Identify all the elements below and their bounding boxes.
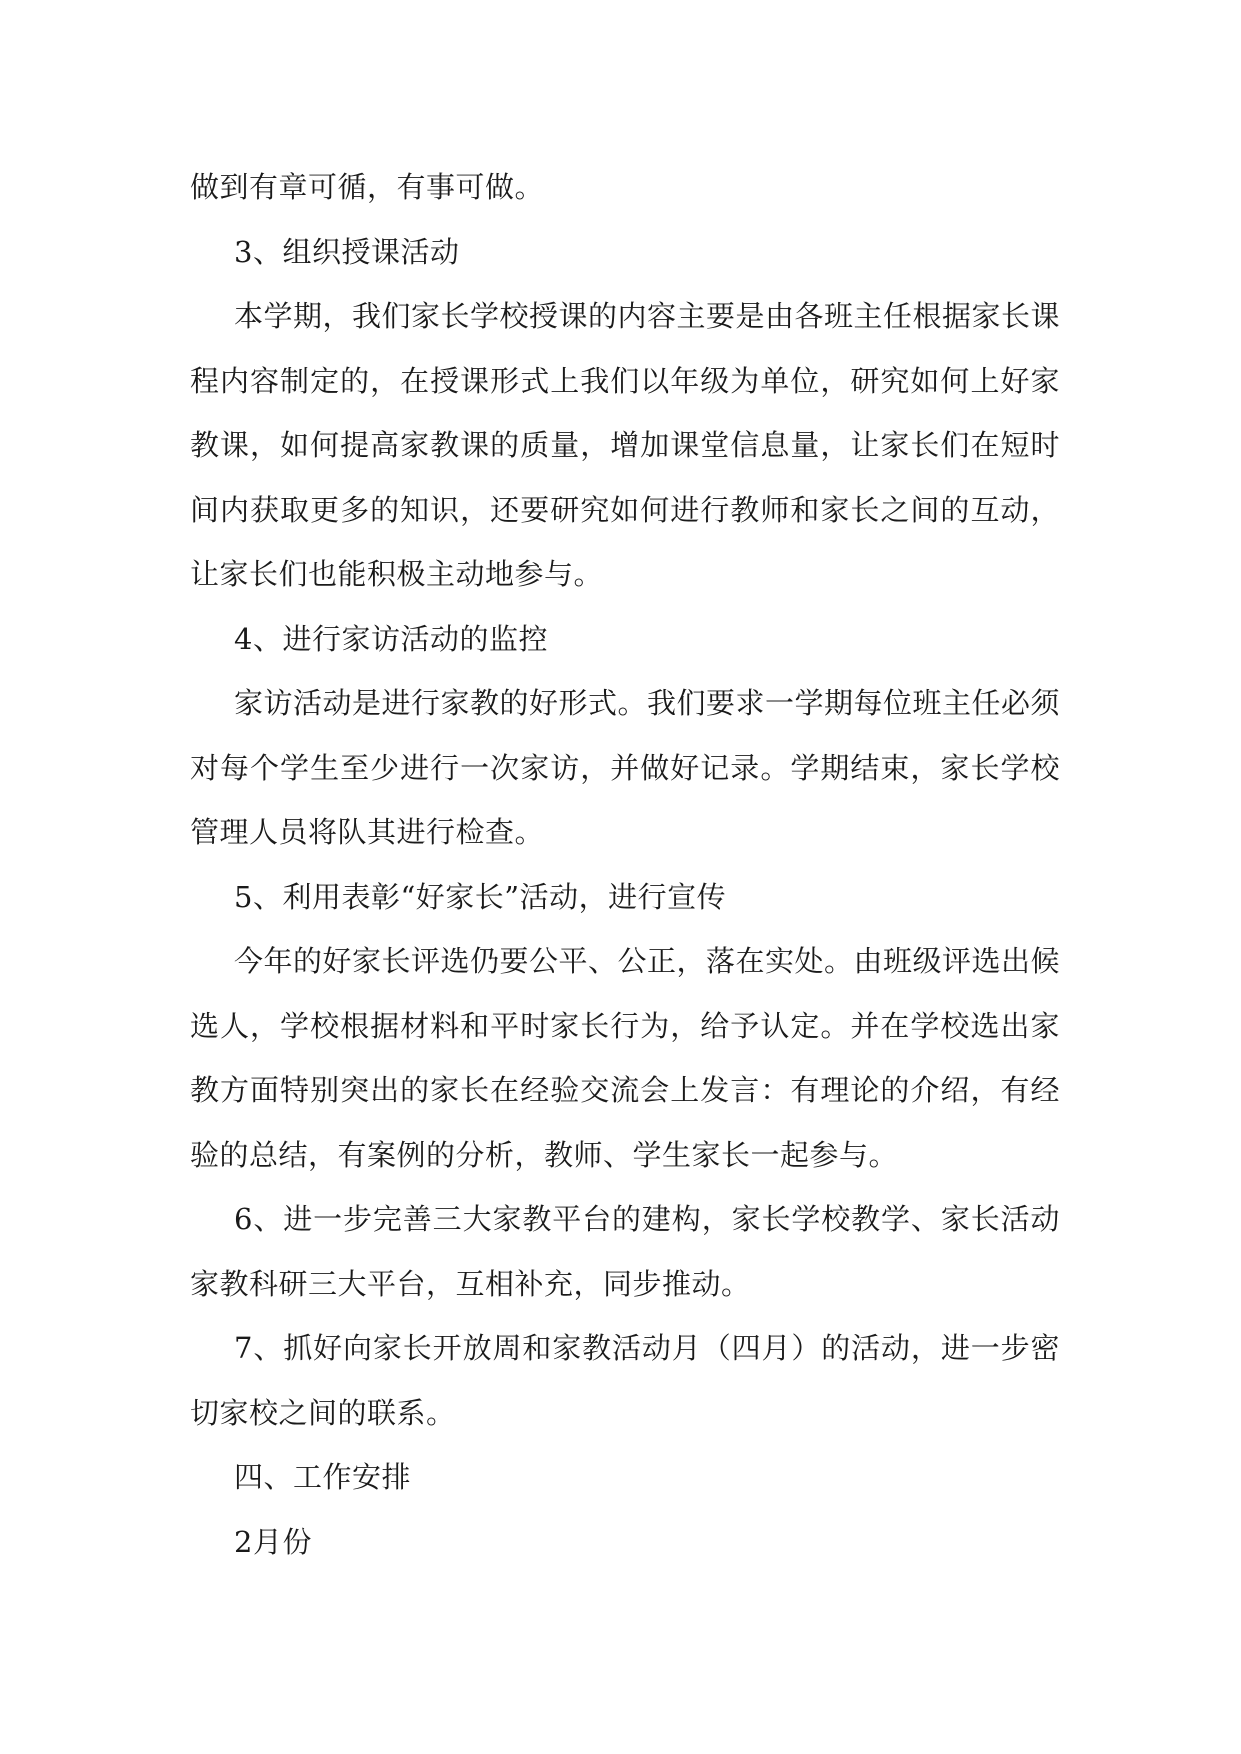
- paragraph-home-visits: 家访活动是进行家教的好形式。我们要求一学期每位班主任必须对每个学生至少进行一次家访，并做好记录。学期结束，家长学校管理人员将队其进行检查。: [190, 686, 1061, 849]
- paragraph-good-parent-selection: 今年的好家长评选仍要公平、公正，落在实处。由班级评选出候选人，学校根据材料和平时家长行为，给予认定。并在学校选出家教方面特别突出的家长在经验交流会上发言：有理论的介绍，有经验的总结，有案例的分析，教师、学生家长一起参与。: [190, 944, 1061, 1172]
- paragraph-continuation: 做到有章可循，有事可做。: [190, 170, 545, 204]
- heading-february: 2月份: [234, 1524, 312, 1559]
- paragraph-lectures: 本学期，我们家长学校授课的内容主要是由各班主任根据家长课程内容制定的，在授课形式上我们以年级为单位，研究如何上好家教课，如何提高家教课的质量，增加课堂信息量，让家长们在短时间内获取更多的知识，还要研究如何进行教师和家长之间的互动，让家长们也能积极主动地参与。: [190, 299, 1061, 591]
- paragraph-open-week: 7、抓好向家长开放周和家教活动月（四月）的活动，进一步密切家校之间的联系。: [190, 1331, 1060, 1430]
- heading-work-arrangement: 四、工作安排: [234, 1460, 412, 1494]
- heading-home-visit-monitoring: 4、进行家访活动的监控: [234, 621, 548, 656]
- document-body: [190, 155, 1060, 1574]
- paragraph-three-platforms: 6、进一步完善三大家教平台的建构，家长学校教学、家长活动家教科研三大平台，互相补充，同步推动。: [190, 1202, 1060, 1301]
- heading-organize-lectures: 3、组织授课活动: [234, 234, 460, 269]
- heading-good-parent-award: 5、利用表彰“好家长”活动，进行宣传: [234, 879, 727, 914]
